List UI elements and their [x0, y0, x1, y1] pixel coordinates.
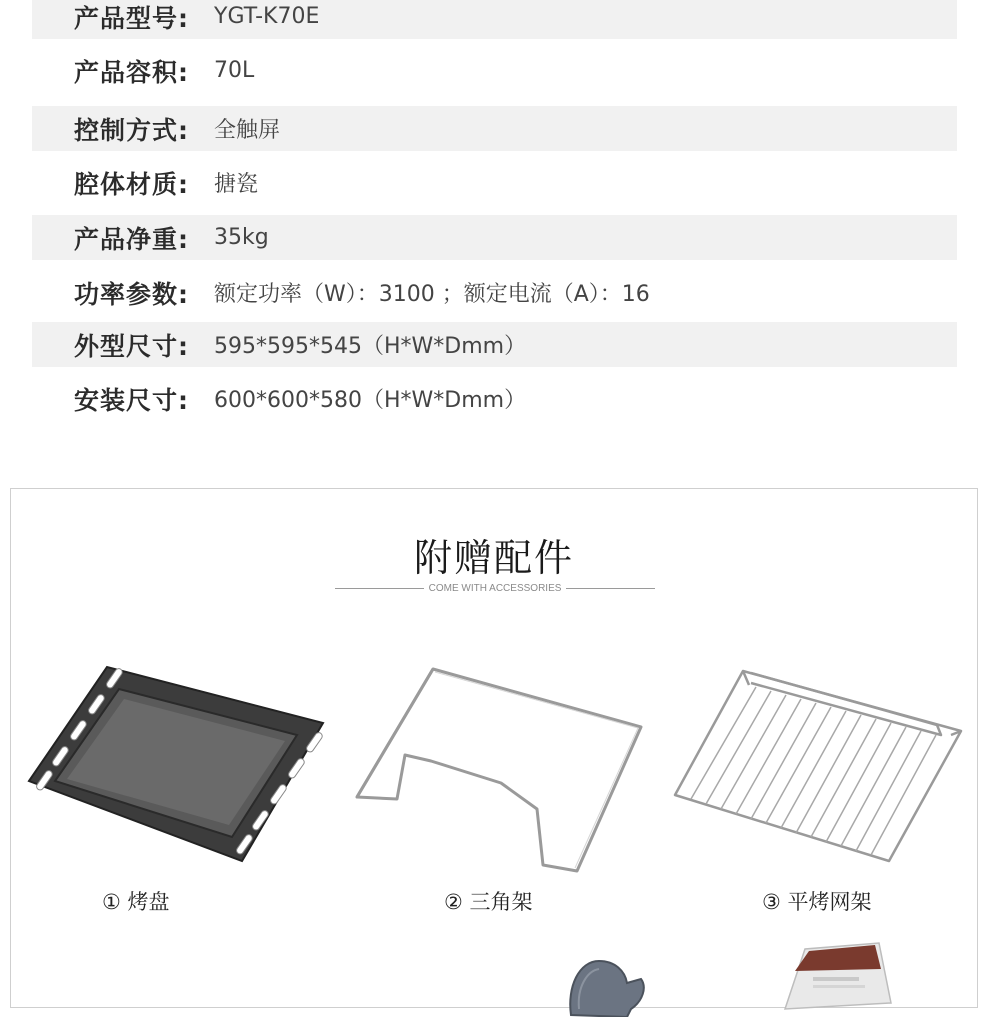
spec-value: 额定功率（W）：3100 ；额定电流（A）：16 — [214, 282, 650, 307]
spec-label: 控制方式: — [74, 115, 189, 145]
spec-value: YGT-K70E — [214, 4, 320, 29]
spec-row-material — [32, 160, 957, 205]
spec-label: 产品型号: — [74, 3, 189, 33]
spec-label: 功率参数: — [74, 279, 189, 309]
spec-value: 595*595*545（H*W*Dmm） — [214, 334, 527, 359]
spec-value: 搪瓷 — [214, 172, 259, 197]
accessory-label-tray: ① 烤盘 — [102, 890, 170, 914]
spec-row-outer-size — [32, 322, 957, 367]
divider — [566, 588, 655, 589]
spec-label: 产品净重: — [74, 224, 189, 254]
spec-label: 外型尺寸: — [74, 331, 189, 361]
spec-value: 600*600*580（H*W*Dmm） — [214, 388, 527, 413]
accessory-label-triangle-rack: ② 三角架 — [444, 890, 533, 914]
section-title: 附赠配件 — [413, 536, 574, 580]
section-subtitle: COME WITH ACCESSORIES — [428, 582, 562, 594]
oven-mitt-icon — [565, 957, 647, 1017]
wire-rack-icon — [671, 665, 971, 865]
section-subtitle-row — [335, 581, 655, 595]
baking-tray-icon — [27, 661, 327, 866]
spec-row-volume — [32, 48, 957, 93]
spec-label: 产品容积: — [74, 57, 189, 87]
accessory-label-wire-rack: ③ 平烤网架 — [762, 890, 872, 914]
spec-value: 70L — [214, 58, 255, 83]
divider — [335, 588, 424, 589]
spec-row-install-size — [32, 376, 957, 421]
spec-row-model — [32, 0, 957, 39]
triangle-rack-icon — [345, 665, 651, 875]
manual-booklet-icon — [775, 941, 893, 1011]
spec-row-control — [32, 106, 957, 151]
spec-row-power — [32, 270, 957, 315]
spec-label: 安装尺寸: — [74, 385, 189, 415]
spec-row-weight — [32, 215, 957, 260]
spec-label: 腔体材质: — [74, 169, 189, 199]
spec-value: 全触屏 — [214, 118, 281, 143]
accessories-section — [10, 488, 978, 1008]
spec-value: 35kg — [214, 225, 269, 250]
